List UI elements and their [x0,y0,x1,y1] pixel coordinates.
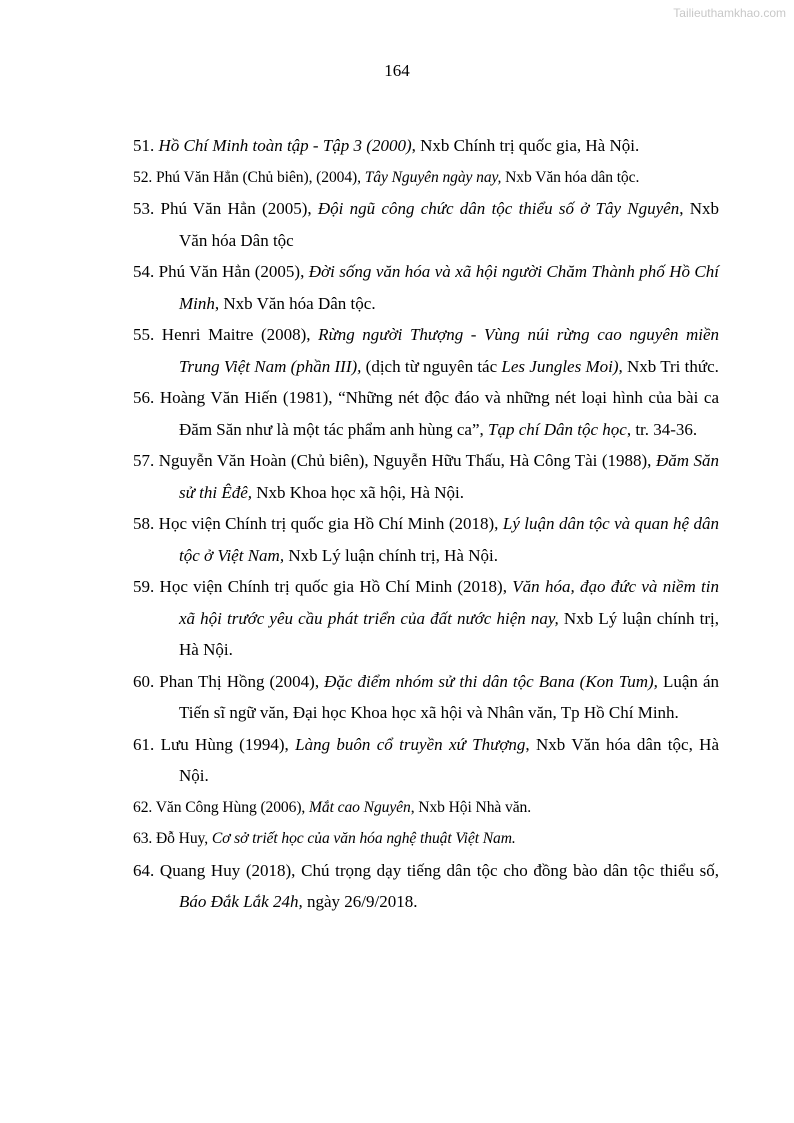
reference-number: 60. [133,671,155,691]
reference-number: 52. [133,168,153,186]
reference-item [133,792,719,824]
reference-number: 55. [133,325,155,344]
reference-text: Nxb Tri thức. [622,356,719,376]
reference-text: Phú Văn Hẳn (Chủ biên), (2004), [152,168,365,186]
reference-text: , Nxb Chính trị quốc gia, Hà Nội. [411,136,640,155]
reference-text: (dịch từ nguyên tác [361,356,502,376]
reference-item [133,855,719,918]
reference-text: , Nxb Văn hóa dân tộc, Hà Nội. [179,734,720,785]
reference-text: Quang Huy (2018), Chú trọng dạy tiếng dân tộc cho đồng bào dân tộc thiểu số, [154,860,719,880]
reference-text: Lưu Hùng (1994), [154,734,296,754]
reference-number: 59. [133,577,155,596]
reference-number: 56. [133,388,155,407]
reference-item [133,162,719,194]
reference-text: Nxb Văn hóa dân tộc. [501,168,640,186]
reference-item [133,193,719,256]
watermark: Tailieuthamkhao.com [673,6,786,20]
reference-text: Hoàng Văn Hiến (1981), “Những nét độc đáo và những nét loại hình của bài ca Đăm Săn như là một tác phẩm anh hùng ca”, [154,388,719,439]
reference-item [133,666,719,729]
reference-text: , Nxb Văn hóa Dân tộc. [214,293,376,313]
reference-list [133,130,719,918]
reference-title: Cơ sở triết học của văn hóa nghệ thuật Việt Nam. [211,830,516,847]
reference-text: Phan Thị Hồng (2004), [154,671,325,691]
reference-text: Luận án Tiến sĩ ngữ văn, Đại học Khoa học xã hội và Nhân văn, Tp Hồ Chí Minh. [179,671,719,722]
reference-number: 63. [133,830,153,847]
reference-item [133,729,719,792]
reference-title: Đặc điểm nhóm sử thi dân tộc Bana (Kon Tum), [324,671,658,691]
reference-title: Báo Đắk Lắk 24h, [179,892,303,911]
reference-title: Hồ Chí Minh toàn tập - Tập 3 (2000) [158,136,412,155]
reference-text: , tr. 34-36. [626,419,698,439]
page-number: 164 [384,61,410,80]
reference-text: , Nxb Văn hóa Dân tộc [179,199,719,250]
reference-item [133,445,719,508]
reference-number: 51. [133,136,155,155]
reference-text: Nxb Lý luận chính trị, Hà Nội. [284,545,498,565]
reference-title: Tây Nguyên ngày nay, [364,168,502,186]
reference-item [133,256,719,319]
reference-item [133,319,719,382]
reference-title: Mắt cao Nguyên [309,798,411,816]
reference-title: Đăm Săn sử thi Êđê, [179,451,719,502]
reference-title: Làng buôn cổ truyền xứ Thượng [295,734,526,754]
reference-text: Phú Văn Hẳn (2005), [154,262,309,281]
reference-number: 64. [133,860,155,880]
reference-title: Tạp chí Dân tộc học [488,419,627,439]
reference-number: 62. [133,798,153,816]
reference-text: Nguyễn Văn Hoàn (Chủ biên), Nguyễn Hữu Thấu, Hà Công Tài (1988), [154,451,656,470]
reference-text: Nxb Lý luận chính trị, Hà Nội. [179,608,720,659]
reference-item [133,823,719,855]
reference-text: Học viện Chính trị quốc gia Hồ Chí Minh (2018), [154,514,503,533]
reference-number: 58. [133,514,155,533]
reference-text: Phú Văn Hẳn (2005), [154,199,318,218]
reference-number: 53. [133,199,155,218]
reference-text: Học viện Chính trị quốc gia Hồ Chí Minh (2018), [154,577,513,596]
reference-text: Nxb Khoa học xã hội, Hà Nội. [252,482,465,502]
reference-text: , Nxb Hội Nhà văn. [410,798,532,816]
reference-text: ngày 26/9/2018. [302,892,418,911]
reference-text: Đỗ Huy, [152,830,212,847]
reference-text: Văn Công Hùng (2006), [152,798,310,816]
reference-title: Văn hóa, đạo đức và niềm tin xã hội trước yêu cầu phát triển của đất nước hiện nay, [179,577,719,628]
reference-title: Lý luận dân tộc và quan hệ dân tộc ở Việt Nam, [179,514,719,565]
reference-item [133,571,719,666]
reference-title: Đời sống văn hóa và xã hội người Chăm Thành phố Hồ Chí Minh [179,262,719,313]
reference-number: 57. [133,451,155,470]
reference-item [133,508,719,571]
reference-title: Rừng người Thượng - Vùng núi rừng cao nguyên miền Trung Việt Nam (phần III), [179,325,719,376]
reference-number: 54. [133,262,155,281]
reference-title: Đội ngũ công chức dân tộc thiểu số ở Tây Nguyên [317,199,680,218]
reference-text: Henri Maitre (2008), [154,325,319,344]
reference-item [133,130,719,162]
reference-number: 61. [133,734,155,754]
reference-title: Les Jungles Moi), [501,356,623,376]
reference-item [133,382,719,445]
